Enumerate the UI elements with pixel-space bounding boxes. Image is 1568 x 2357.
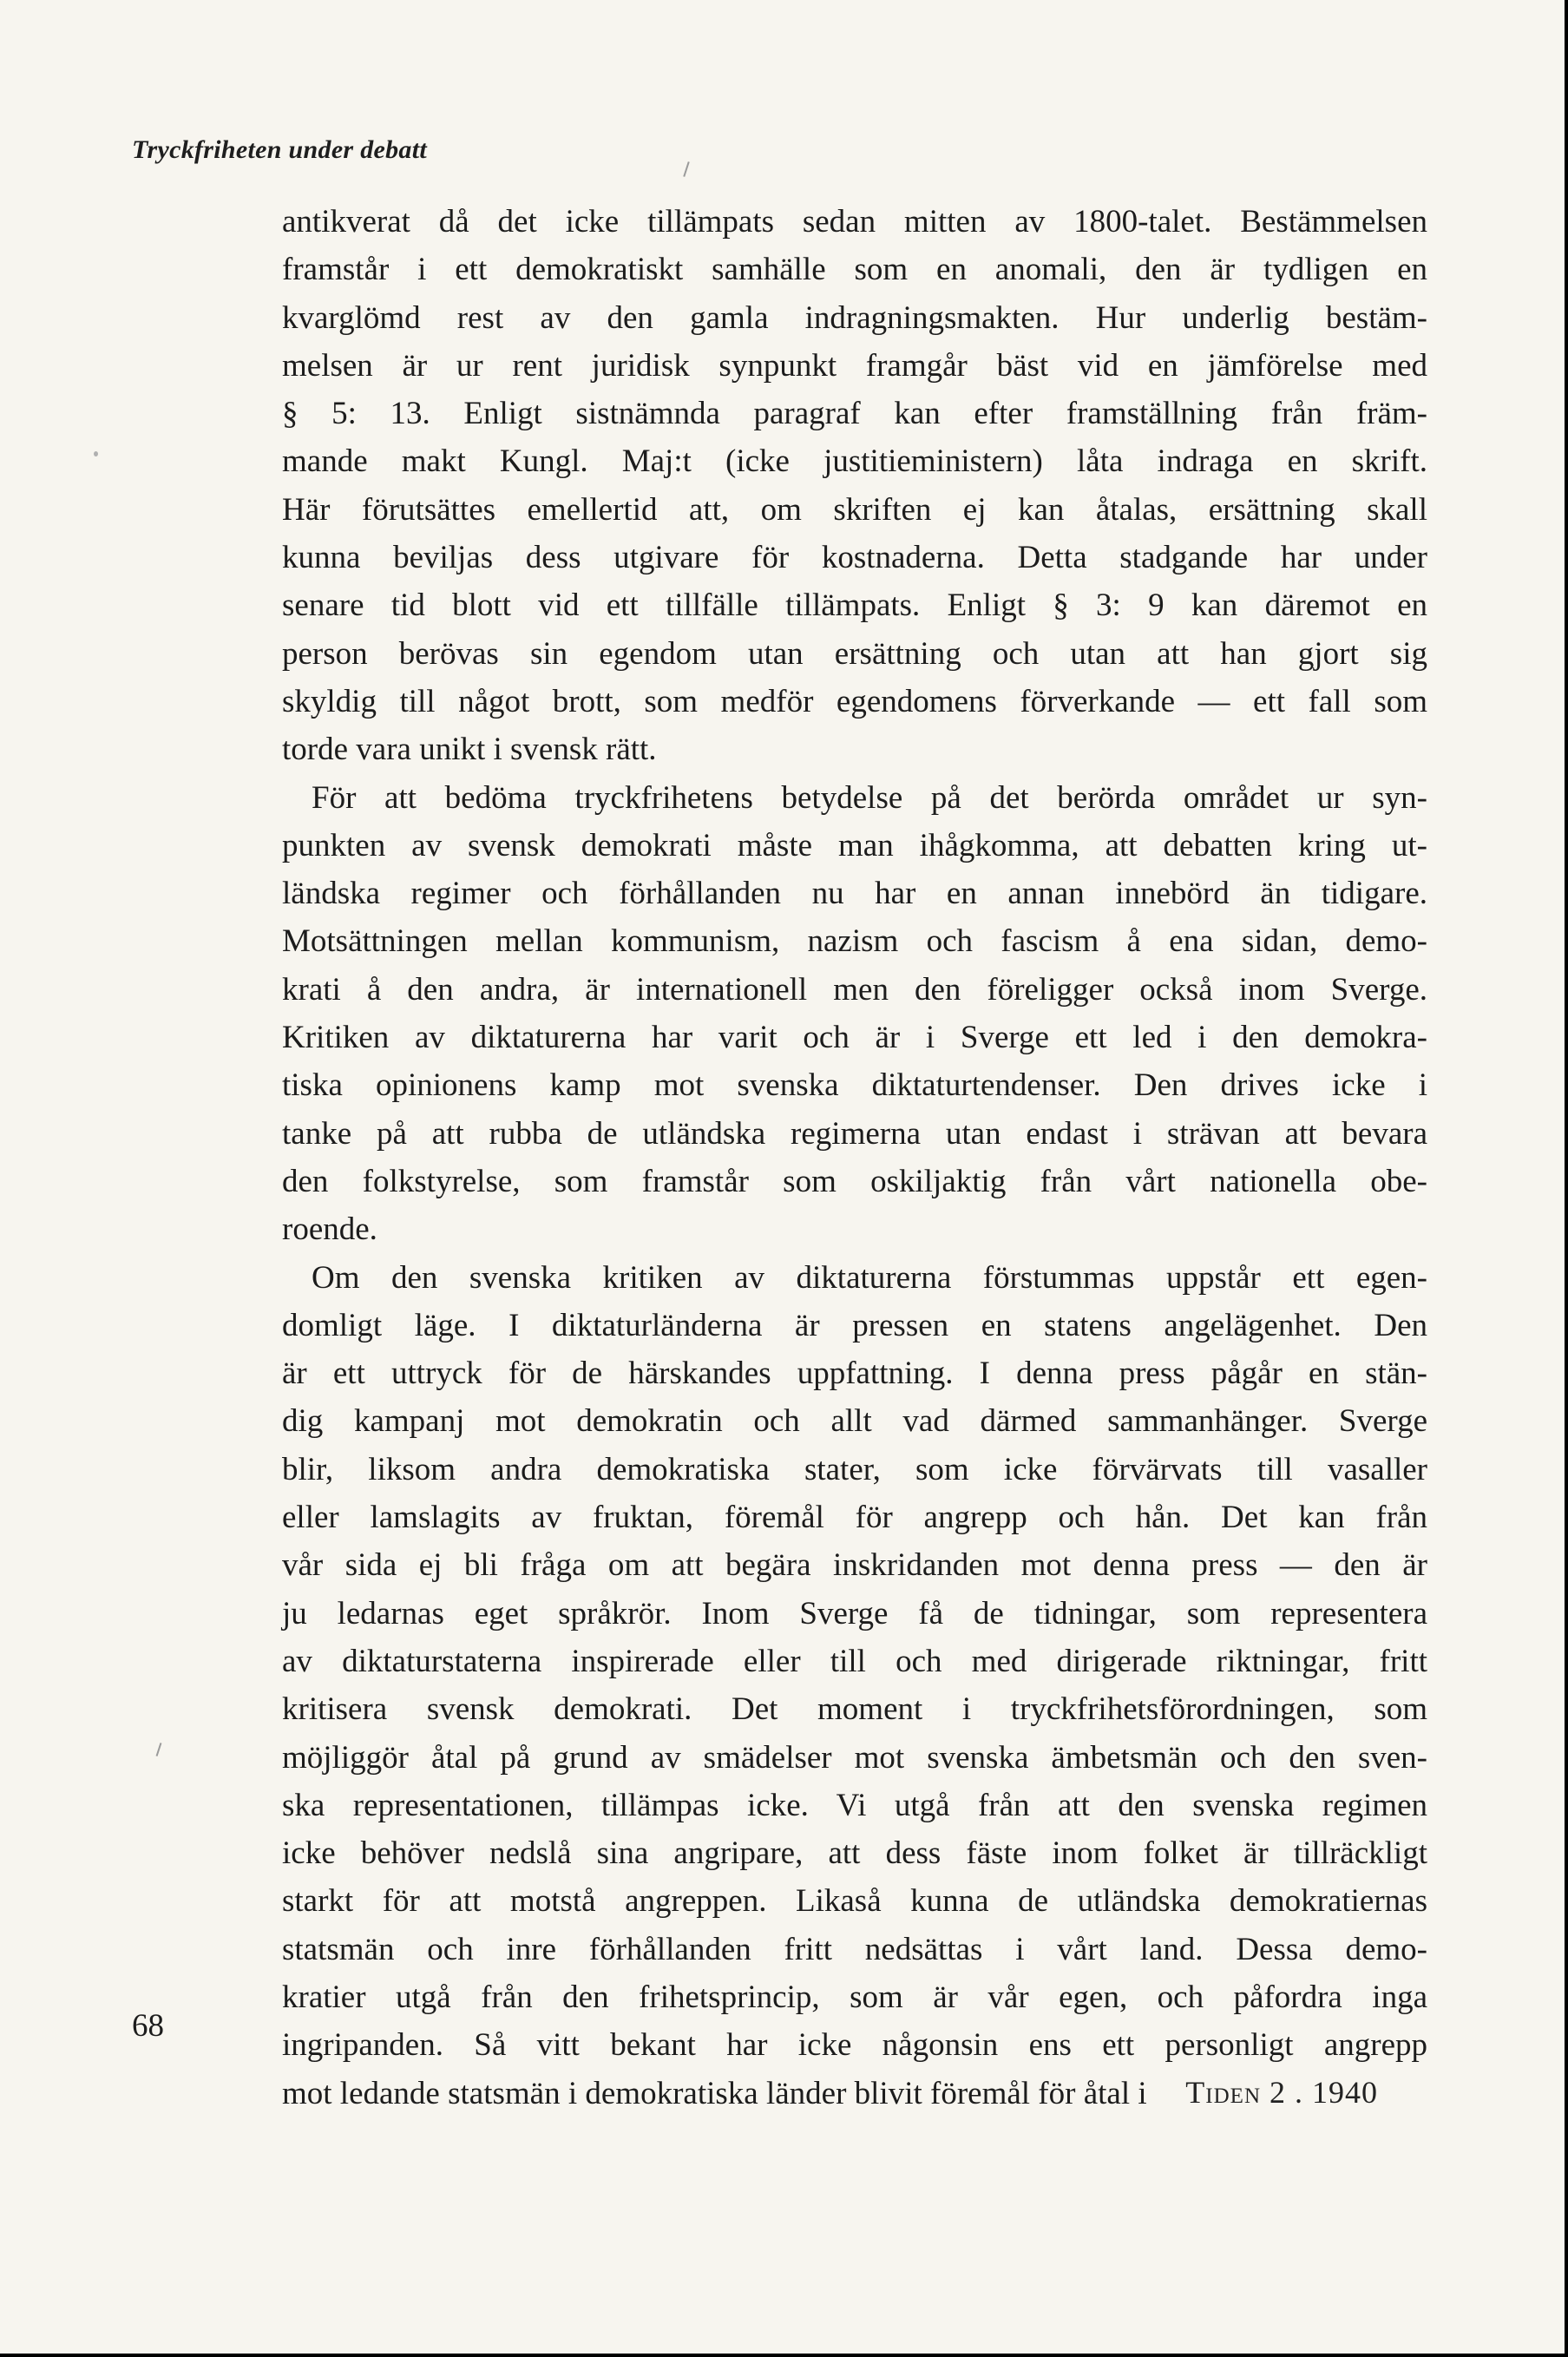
running-head: Tryckfriheten under debatt: [132, 135, 427, 164]
text-line: mande makt Kungl. Maj:t (icke justitieministern) låta indraga en skrift.: [282, 443, 1427, 480]
text-line: ingripanden. Så vitt bekant har icke någonsin ens ett personligt angrepp: [282, 2027, 1427, 2064]
text-line: För att bedöma tryckfrihetens betydelse på det berörda området ur syn-: [312, 779, 1427, 816]
text-line: vår sida ej bli fråga om att begära inskridanden mot denna press — den är: [282, 1547, 1427, 1584]
text-line: tiska opinionens kamp mot svenska diktaturtendenser. Den drives icke i: [282, 1067, 1427, 1104]
text-line: roende.: [282, 1211, 377, 1248]
text-line: den folkstyrelse, som framstår som oskiljaktig från vårt nationella obe-: [282, 1163, 1427, 1199]
text-line: mot ledande statsmän i demokratiska länder blivit föremål för åtal i: [282, 2075, 1147, 2111]
text-line: möjliggör åtal på grund av smädelser mot svenska ämbetsmän och den sven-: [282, 1739, 1427, 1776]
text-line: Kritiken av diktaturerna har varit och är i Sverge ett led i den demokra-: [282, 1020, 1427, 1056]
text-line: ländska regimer och förhållanden nu har en annan innebörd än tidigare.: [282, 876, 1427, 912]
text-line: torde vara unikt i svensk rätt.: [282, 732, 657, 768]
text-line: kritisera svensk demokrati. Det moment i tryckfrihetsförordningen, som: [282, 1691, 1427, 1728]
text-line: statsmän och inre förhållanden fritt nedsättas i vårt land. Dessa demo-: [282, 1931, 1427, 1967]
text-line: ju ledarnas eget språkrör. Inom Sverge få de tidningar, som representera: [282, 1595, 1427, 1632]
text-line: kratier utgå från den frihetsprincip, som är vår egen, och påfordra inga: [282, 1979, 1427, 2015]
text-line: melsen är ur rent juridisk synpunkt framgår bäst vid en jämförelse med: [282, 347, 1427, 384]
text-line: Här förutsättes emellertid att, om skriften ej kan åtalas, ersättning skall: [282, 491, 1427, 528]
text-line: tanke på att rubba de utländska regimerna utan endast i strävan att bevara: [282, 1115, 1427, 1152]
text-line: Motsättningen mellan kommunism, nazism och fascism å ena sidan, demo-: [282, 923, 1427, 960]
text-line: skyldig till något brott, som medför egendomens förverkande — ett fall som: [282, 683, 1427, 719]
margin-mark: [94, 451, 98, 456]
text-line: kunna beviljas dess utgivare för kostnaderna. Detta stadgande har under: [282, 540, 1427, 576]
text-line: person berövas sin egendom utan ersättning och utan att han gjort sig: [282, 635, 1427, 672]
text-line: icke behöver nedslå sina angripare, att dess fäste inom folket är tillräckligt: [282, 1835, 1427, 1872]
text-line: av diktaturstaterna inspirerade eller till och med dirigerade riktningar, fritt: [282, 1643, 1427, 1679]
margin-mark: [156, 1743, 162, 1756]
text-line: Om den svenska kritiken av diktaturerna förstummas uppstår ett egen-: [312, 1259, 1427, 1296]
text-line: § 5: 13. Enligt sistnämnda paragraf kan efter framställning från främ-: [282, 396, 1427, 432]
body-text: [282, 198, 1427, 2117]
text-line: antikverat då det icke tillämpats sedan mitten av 1800-talet. Bestämmelsen: [282, 204, 1427, 240]
text-line: starkt för att motstå angreppen. Likaså kunna de utländska demokratiernas: [282, 1883, 1427, 1920]
paragraph: [282, 774, 1427, 1254]
journal-footer: Tiden 2 . 1940: [1185, 2075, 1378, 2110]
page-number: 68: [132, 2008, 164, 2044]
text-line: kvarglömd rest av den gamla indragningsmakten. Hur underlig bestäm-: [282, 299, 1427, 336]
text-line: dig kampanj mot demokratin och allt vad därmed sammanhänger. Sverge: [282, 1403, 1427, 1440]
text-line: eller lamslagits av fruktan, föremål för angrepp och hån. Det kan från: [282, 1500, 1427, 1536]
text-line: ska representationen, tillämpas icke. Vi utgå från att den svenska regimen: [282, 1787, 1427, 1823]
text-line: punkten av svensk demokrati måste man ihågkomma, att debatten kring ut-: [282, 827, 1427, 863]
text-line: krati å den andra, är internationell men den föreligger också inom Sverge.: [282, 971, 1427, 1008]
margin-mark: [683, 161, 689, 177]
paragraph: [282, 198, 1427, 774]
text-line: domligt läge. I diktaturländerna är pressen en statens angelägenhet. Den: [282, 1307, 1427, 1343]
text-line: senare tid blott vid ett tillfälle tillämpats. Enligt § 3: 9 kan däremot en: [282, 588, 1427, 624]
text-line: är ett uttryck för de härskandes uppfattning. I denna press pågår en stän-: [282, 1356, 1427, 1392]
text-line: blir, liksom andra demokratiska stater, som icke förvärvats till vasaller: [282, 1451, 1427, 1487]
text-line: framstår i ett demokratiskt samhälle som en anomali, den är tydligen en: [282, 252, 1427, 288]
paragraph: [282, 1254, 1427, 2117]
